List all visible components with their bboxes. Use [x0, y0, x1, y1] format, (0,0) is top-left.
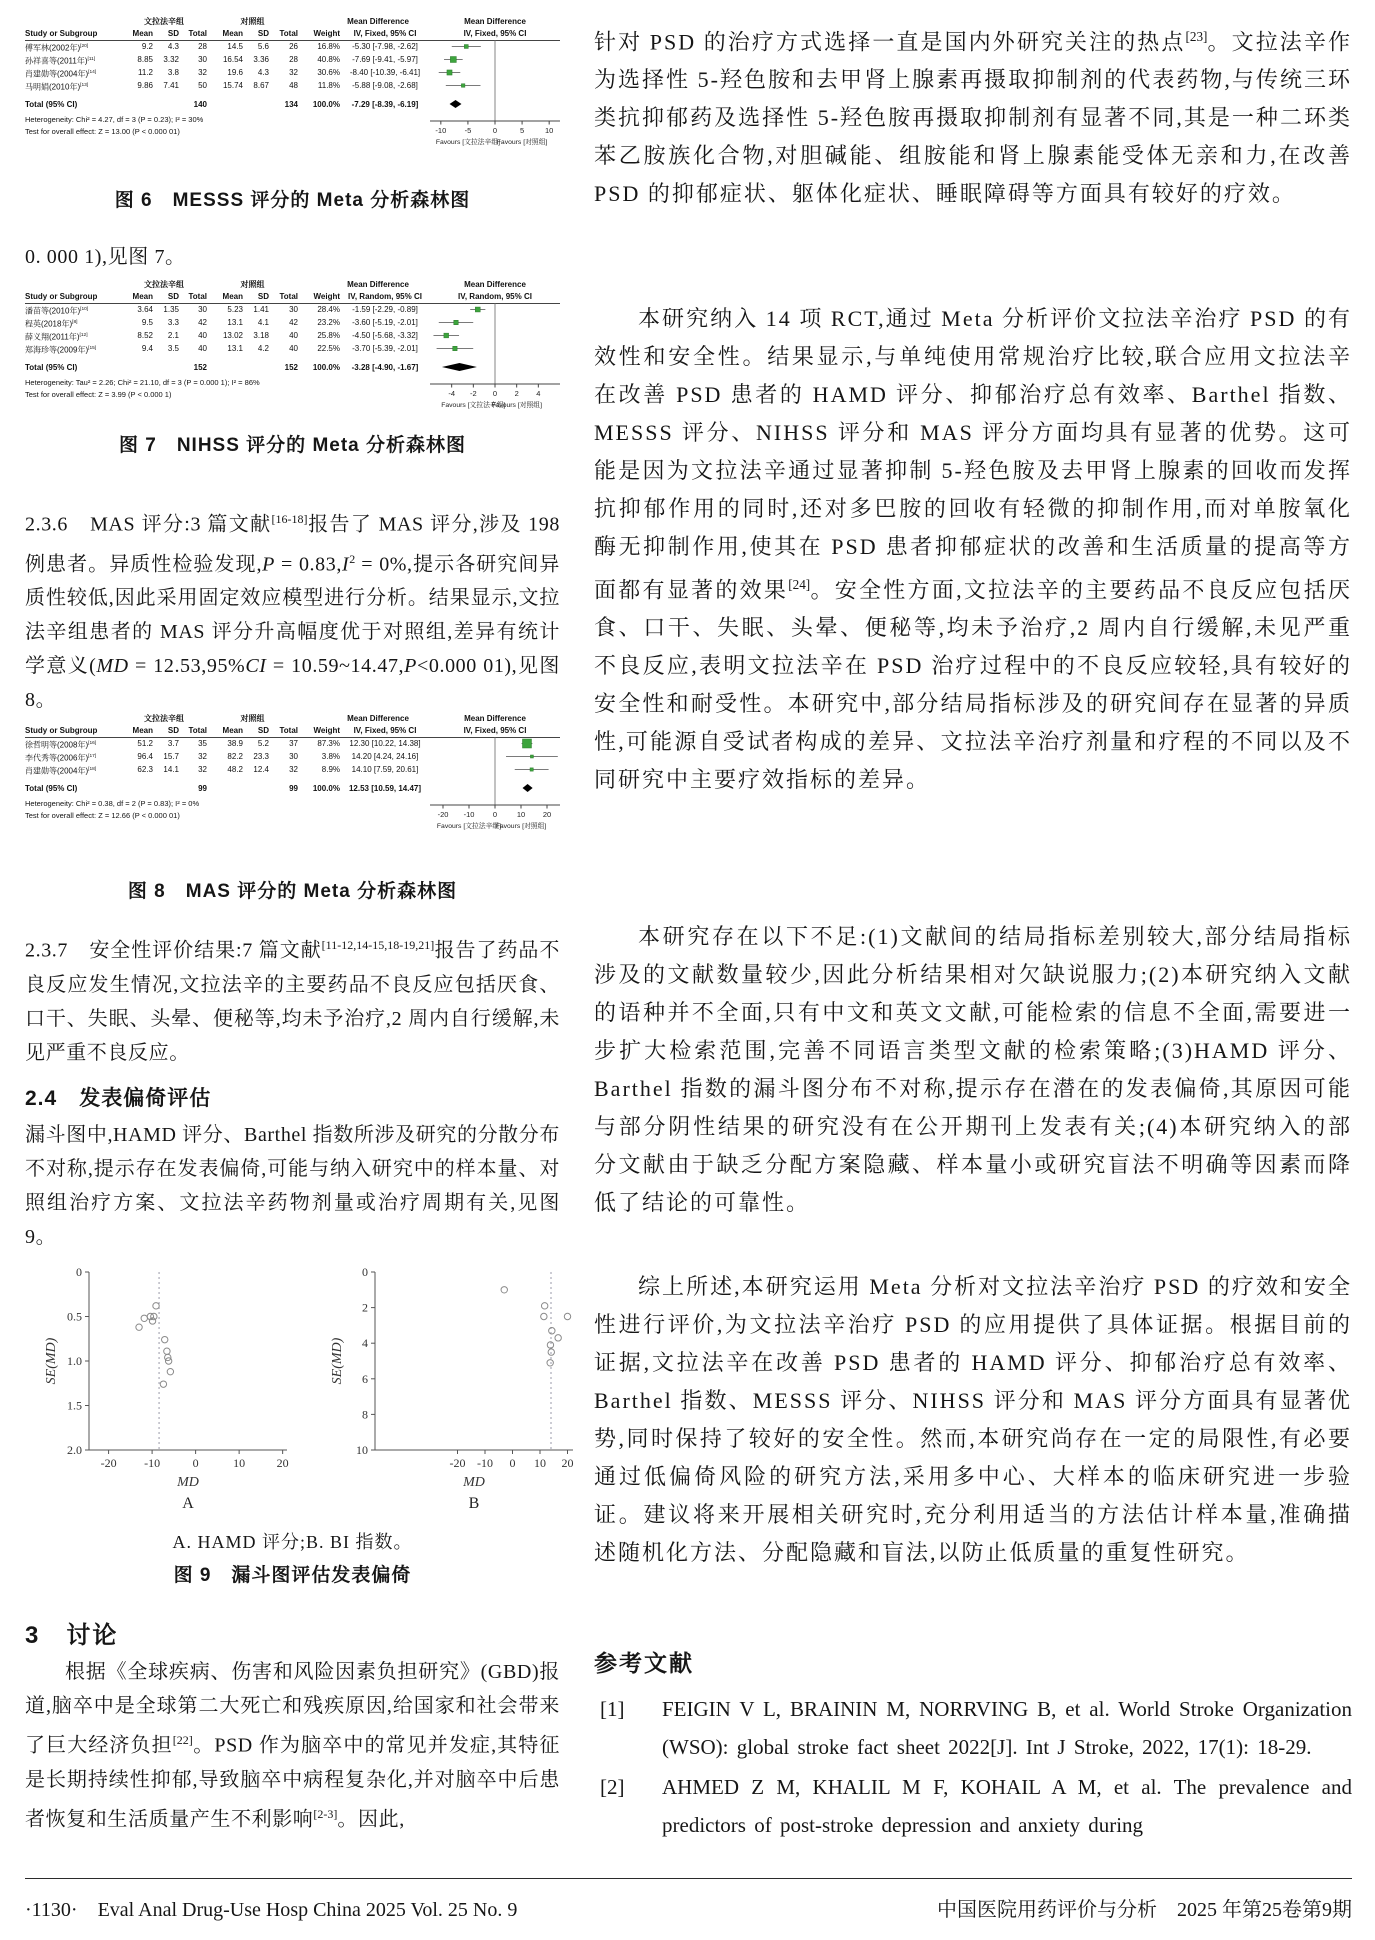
effect-square	[461, 84, 465, 88]
forest-cell: 99	[198, 784, 207, 793]
funnel-panel-a	[37, 1262, 299, 1519]
forest-cell: 140	[193, 100, 207, 109]
forest-cell: 肖建勋等(2004年)[18]	[25, 766, 97, 776]
forest-cell: 19.6	[227, 68, 243, 77]
forest-cell: 12.53 [10.59, 14.47]	[348, 784, 422, 793]
forest-cell: 37	[289, 739, 298, 748]
forest-cell: 对照组	[240, 280, 265, 289]
forest-cell: -3.70 [-5.39, -2.01]	[352, 344, 418, 353]
forest-cell: 傅军林(2002年)[20]	[25, 43, 89, 53]
forest-cell: 9.2	[141, 42, 153, 51]
forest-cell: Weight	[313, 29, 340, 38]
svg-text:8: 8	[362, 1407, 368, 1422]
forest-cell: 11.2	[138, 68, 153, 77]
forest-cell: Study or Subgroup	[25, 726, 98, 735]
forest-cell: 孙祥喜等(2011年)[11]	[25, 56, 96, 66]
forest-cell: IV, Random, 95% CI	[348, 292, 422, 301]
svg-text:0.5: 0.5	[67, 1309, 82, 1324]
forest-cell: 3.8	[167, 68, 179, 77]
forest-cell: 文拉法辛组	[144, 714, 184, 723]
svg-text:10: 10	[534, 1456, 546, 1470]
forest-cell: 薛义翔(2011年)[12]	[25, 332, 88, 342]
forest-cell: 12.4	[253, 765, 269, 774]
forest-cell: Heterogeneity: Tau² = 2.26; Chi² = 21.10, df = 3 (P = 0.000 1); I² = 86%	[25, 378, 260, 387]
fig7-caption: 图 7 NIHSS 评分的 Meta 分析森林图	[118, 435, 467, 456]
svg-text:-10: -10	[144, 1456, 161, 1470]
funnel-plot-a	[37, 1262, 299, 1514]
forest-cell: Heterogeneity: Chi² = 4.27, df = 3 (P = 0.23); I² = 30%	[25, 115, 204, 124]
reference-number: [2]	[600, 1775, 625, 1799]
forest-cell: 152	[284, 363, 298, 372]
reference-number: [1]	[600, 1697, 625, 1721]
forest-cell: -3.60 [-5.19, -2.01]	[352, 318, 418, 327]
forest-cell: Study or Subgroup	[25, 29, 98, 38]
forest-cell: 潘苗等(2010年)[10]	[25, 306, 89, 316]
footer-journal-en: ·1130· Eval Anal Drug-Use Hosp China 2025 Vol. 25 No. 9	[25, 1899, 518, 1921]
reference-text: AHMED Z M, KHALIL M F, KOHAIL A M, et al. The prevalence and predictors of post-stroke depression and anxiety during	[662, 1775, 1352, 1837]
forest-cell: 3.7	[167, 739, 179, 748]
svg-text:0: 0	[362, 1265, 368, 1279]
forest-cell: 13.02	[222, 331, 243, 340]
total-diamond	[442, 363, 477, 371]
forest-cell: SD	[167, 29, 179, 38]
favours-left-label: Favours [文拉法辛组]	[435, 139, 501, 146]
funnel-plot-b	[323, 1262, 585, 1514]
svg-text:6: 6	[362, 1371, 368, 1386]
forest-cell: 13.1	[227, 344, 243, 353]
svg-text:20: 20	[561, 1456, 574, 1470]
forest-cell: 100.0%	[312, 784, 340, 793]
forest-cell: 3.8%	[321, 752, 340, 761]
forest-cell: 28.4%	[317, 305, 340, 314]
forest-cell: 28	[198, 42, 207, 51]
svg-text:-4: -4	[448, 389, 456, 398]
forest-cell: Mean Difference	[464, 280, 526, 289]
svg-text:0: 0	[492, 810, 498, 819]
forest-cell: Total (95% CI)	[25, 363, 78, 372]
forest-cell: 16.8%	[317, 42, 340, 51]
forest-cell: IV, Fixed, 95% CI	[463, 726, 527, 735]
study-point	[164, 1348, 170, 1354]
forest-cell: 5.6	[257, 42, 269, 51]
y-axis-label: SE(MD)	[330, 1337, 345, 1385]
svg-text:-10: -10	[435, 126, 447, 135]
paragraph-continuation: 0. 000 1),见图 7。	[25, 246, 186, 268]
forest-cell: -5.88 [-9.08, -2.68]	[352, 81, 418, 90]
total-diamond	[450, 100, 462, 108]
svg-text:1.0: 1.0	[67, 1354, 82, 1368]
references-heading: 参考文献	[594, 1650, 694, 1676]
forest-cell: 8.67	[253, 81, 269, 90]
section-2-4-heading: 2.4 发表偏倚评估	[25, 1087, 212, 1110]
forest-cell: 对照组	[240, 714, 265, 723]
forest-cell: Weight	[313, 726, 340, 735]
forest-cell: Mean	[222, 292, 243, 301]
forest-cell: IV, Random, 95% CI	[458, 292, 532, 301]
forest-cell: 42	[198, 318, 207, 327]
study-point	[541, 1313, 547, 1319]
forest-cell: 徐哲明等(2008年)[16]	[25, 740, 97, 750]
svg-text:1.5: 1.5	[67, 1398, 82, 1413]
study-point	[162, 1336, 168, 1342]
x-axis-label: MD	[463, 1475, 485, 1490]
section-2-3-6-paragraph: 2.3.6 MAS 评分:3 篇文献[16-18]报告了 MAS 评分,涉及 198 例患者。异质性检验发现$,P = 0.83,I^2 = 0\%$,提示各研究间异质性较低,因此采用固定效应模型进行分析。结果显示,文拉法辛组患者的 MAS 评分升高幅度优于对照组,差异有统计学意义(MD = 12.53,95%CI = 10.59~14.47,P<0.000 01),见图 8。	[25, 512, 561, 712]
effect-square	[454, 320, 458, 324]
forest-cell: 32	[198, 765, 207, 774]
forest-cell: Mean	[132, 292, 153, 301]
x-axis-label: MD	[177, 1475, 199, 1490]
fig9-subcaption: A. HAMD 评分;B. BI 指数。	[172, 1532, 413, 1552]
study-point	[564, 1313, 570, 1319]
forest-cell: -1.59 [-2.29, -0.89]	[352, 305, 418, 314]
forest-cell: 32	[198, 68, 207, 77]
study-point	[549, 1328, 555, 1334]
forest-cell: 5.23	[227, 305, 243, 314]
forest-cell: 对照组	[240, 17, 265, 26]
forest-cell: SD	[257, 29, 269, 38]
forest-cell: -7.69 [-9.41, -5.97]	[352, 55, 418, 64]
forest-cell: Mean	[222, 29, 243, 38]
limitations-paragraph: 本研究存在以下不足:(1)文献间的结局指标差别较大,部分结局指标涉及的文献数量较少,因此分析结果相对欠缺说服力;(2)本研究纳入文献的语种并不全面,只有中文和英文文献,可能检索的信息不全面,需要进一步扩大检索范围,完善不同语言类型文献的检索策略;(3)HAMD 评分、Barthel 指数的漏斗图分布不对称,提示存在潜在的发表偏倚,其原因可能与部分阴性结果的研究没有在公开期刊上发表有关;(4)本研究纳入的部分文献由于缺乏分配方案隐藏、样本量小或研究盲法不明确等因素而降低了结论的可靠性。	[594, 924, 1352, 1215]
svg-text:-20: -20	[437, 810, 449, 819]
forest-cell: 3.3	[167, 318, 179, 327]
svg-text:10: 10	[544, 126, 554, 135]
forest-cell: Study or Subgroup	[25, 292, 98, 301]
svg-text:4: 4	[536, 389, 541, 398]
fig6-caption: 图 6 MESSS 评分的 Meta 分析森林图	[114, 190, 471, 211]
section-2-4-paragraph: 漏斗图中,HAMD 评分、Barthel 指数所涉及研究的分散分布不对称,提示存在发表偏倚,可能与纳入研究中的样本量、对照组治疗方案、文拉法辛药物剂量或治疗周期有关,见图 9。	[25, 1124, 560, 1248]
forest-cell: 82.2	[227, 752, 243, 761]
forest-cell: 30	[289, 305, 298, 314]
funnel-plots-figure	[25, 1262, 574, 1514]
forest-plot-graphic	[25, 712, 560, 837]
conclusion-paragraph: 综上所述,本研究运用 Meta 分析对文拉法辛治疗 PSD 的疗效和安全性进行评价,为文拉法辛治疗 PSD 的应用提供了具体证据。根据目前的证据,文拉法辛在改善 PSD 患者的 HAMD 评分、抑郁治疗总有效率、Barthel 指数、MESSS 评分、NIHSS 评分和 MAS 评分方面具有显著优势,同时保持了较好的安全性。然而,本研究尚存在一定的局限性,有必要通过低偏倚风险的研究方法,采用多中心、大样本的临床研究进一步验证。建议将来开展相关研究时,充分利用适当的方法估计样本量,准确描述随机化方法、分配隐藏和盲法,以防止低质量的重复性研究。	[594, 1274, 1352, 1565]
favours-right-label: Favours [对照组]	[491, 402, 542, 409]
forest-cell: 40	[198, 331, 207, 340]
forest-cell: 5.2	[257, 739, 269, 748]
forest-cell: SD	[167, 726, 179, 735]
forest-cell: Test for overall effect: Z = 12.66 (P < 0.000 01)	[25, 811, 180, 820]
forest-cell: 15.74	[222, 81, 243, 90]
forest-cell: 32	[198, 752, 207, 761]
favours-right-label: Favours [对照组]	[495, 823, 547, 830]
forest-cell: Mean Difference	[464, 714, 526, 723]
forest-cell: 32	[289, 68, 298, 77]
study-point	[501, 1287, 507, 1293]
svg-text:0: 0	[509, 1456, 516, 1470]
svg-text:-5: -5	[464, 126, 472, 135]
forest-cell: 87.3%	[317, 739, 340, 748]
funnel-panel-b	[323, 1262, 585, 1519]
forest-cell: 50	[198, 81, 207, 90]
study-point	[541, 1303, 547, 1309]
forest-cell: 38.9	[227, 739, 243, 748]
forest-cell: 8.52	[137, 331, 153, 340]
forest-cell: 4.3	[257, 68, 269, 77]
forest-cell: 8.9%	[321, 765, 340, 774]
study-point	[160, 1381, 166, 1387]
svg-text:0: 0	[76, 1265, 82, 1279]
svg-text:-2: -2	[469, 389, 477, 398]
forest-cell: IV, Fixed, 95% CI	[353, 726, 417, 735]
forest-cell: 郑海珍等(2009年)[15]	[25, 345, 97, 355]
forest-cell: 12.30 [10.22, 14.38]	[349, 739, 421, 748]
study-point	[555, 1335, 561, 1341]
forest-cell: 96.4	[137, 752, 153, 761]
forest-cell: 1.41	[253, 305, 269, 314]
forest-cell: 42	[289, 318, 298, 327]
forest-cell: 40	[198, 344, 207, 353]
forest-cell: -3.28 [-4.90, -1.67]	[351, 363, 419, 372]
forest-plot-graphic	[25, 278, 560, 416]
forest-cell: Mean Difference	[347, 17, 409, 26]
section-2-3-7-paragraph: 2.3.7 安全性评价结果:7 篇文献[11-12,14-15,18-19,21]报告了药品不良反应发生情况,文拉法辛的主要药品不良反应包括厌食、口干、失眠、头晕、便秘等,均未予治疗,2 周内自行缓解,未见严重不良反应。	[25, 938, 560, 1064]
forest-cell: 3.64	[137, 305, 153, 314]
forest-cell: Heterogeneity: Chi² = 0.38, df = 2 (P = 0.83); I² = 0%	[25, 799, 200, 808]
effect-square	[453, 346, 457, 350]
reference-item	[594, 1690, 1352, 1766]
forest-cell: Total (95% CI)	[25, 100, 78, 109]
effect-square	[530, 768, 533, 771]
forest-cell: Total	[279, 29, 298, 38]
forest-cell: 13.1	[227, 318, 243, 327]
forest-cell: 99	[289, 784, 298, 793]
effect-square	[450, 57, 456, 63]
reference-item	[594, 1768, 1352, 1844]
forest-plot-nihss	[25, 278, 560, 416]
forest-cell: Total (95% CI)	[25, 784, 78, 793]
svg-text:0: 0	[192, 1456, 199, 1470]
forest-cell: IV, Fixed, 95% CI	[463, 29, 527, 38]
forest-cell: Mean Difference	[464, 17, 526, 26]
reference-text: FEIGIN V L, BRAININ M, NORRVING B, et al. World Stroke Organization (WSO): global stroke fact sheet 2022[J]. Int J Stroke, 2022, 17(1): 18-29.	[662, 1697, 1352, 1759]
svg-text:0: 0	[492, 389, 498, 398]
forest-cell: 23.3	[253, 752, 269, 761]
forest-cell: 26	[289, 42, 298, 51]
forest-cell: SD	[257, 292, 269, 301]
forest-cell: Mean Difference	[347, 714, 409, 723]
effect-square	[447, 70, 452, 75]
svg-text:-10: -10	[477, 1456, 493, 1470]
effect-square	[530, 755, 533, 758]
forest-cell: -4.50 [-5.68, -3.32]	[352, 331, 418, 340]
forest-cell: 62.3	[137, 765, 153, 774]
forest-cell: 134	[284, 100, 298, 109]
forest-cell: 14.20 [4.24, 24.16]	[351, 752, 419, 761]
forest-cell: 100.0%	[312, 100, 340, 109]
panel-letter: A	[182, 1495, 194, 1512]
forest-cell: 2.1	[167, 331, 179, 340]
forest-cell: 28	[289, 55, 298, 64]
forest-cell: 30	[198, 305, 207, 314]
forest-cell: -5.30 [-7.98, -2.62]	[352, 42, 418, 51]
forest-cell: Total	[188, 29, 207, 38]
section-3-heading: 3 讨论	[25, 1622, 119, 1649]
svg-text:10: 10	[516, 810, 526, 819]
forest-cell: Total	[279, 292, 298, 301]
y-axis-label: SE(MD)	[44, 1337, 59, 1385]
forest-cell: IV, Fixed, 95% CI	[353, 29, 417, 38]
forest-cell: Test for overall effect: Z = 3.99 (P < 0.000 1)	[25, 390, 172, 399]
left-column	[25, 0, 574, 1940]
svg-text:10: 10	[356, 1443, 368, 1457]
forest-cell: 文拉法辛组	[144, 280, 184, 289]
forest-cell: 14.1	[163, 765, 179, 774]
svg-text:2: 2	[362, 1300, 368, 1315]
forest-plot-graphic	[25, 15, 560, 153]
study-point	[141, 1315, 147, 1321]
forest-cell: 51.2	[137, 739, 153, 748]
effect-square	[464, 45, 468, 49]
forest-cell: 22.5%	[317, 344, 340, 353]
svg-text:0: 0	[492, 126, 498, 135]
forest-cell: 32	[289, 765, 298, 774]
study-point	[547, 1342, 553, 1348]
forest-cell: 48.2	[227, 765, 243, 774]
forest-cell: Total	[279, 726, 298, 735]
svg-text:10: 10	[233, 1456, 246, 1470]
forest-cell: 1.35	[163, 305, 179, 314]
footer-rule	[25, 1878, 1352, 1879]
svg-text:2.0: 2.0	[67, 1443, 82, 1457]
forest-cell: 40	[289, 344, 298, 353]
forest-cell: Mean	[132, 726, 153, 735]
forest-cell: 30	[198, 55, 207, 64]
forest-cell: Test for overall effect: Z = 13.00 (P < 0.000 01)	[25, 127, 180, 136]
forest-cell: 4.1	[257, 318, 269, 327]
references-list	[594, 1690, 1352, 1846]
effect-square	[444, 333, 449, 338]
forest-cell: 7.41	[163, 81, 179, 90]
forest-cell: 15.7	[163, 752, 179, 761]
forest-cell: -8.40 [-10.39, -6.41]	[349, 68, 421, 77]
forest-cell: 4.3	[167, 42, 179, 51]
forest-cell: 40	[289, 331, 298, 340]
forest-cell: 程英(2018年)[8]	[25, 319, 78, 329]
forest-cell: 14.10 [7.59, 20.61]	[351, 765, 419, 774]
forest-cell: 11.8%	[317, 81, 340, 90]
forest-cell: 李代秀等(2006年)[17]	[25, 753, 97, 763]
favours-left-label: Favours [文拉法辛组]	[436, 823, 502, 830]
svg-text:-10: -10	[463, 810, 475, 819]
forest-plot-messs	[25, 15, 560, 153]
forest-cell: 肖建勋等(2004年)[14]	[25, 69, 97, 79]
effect-square	[475, 307, 480, 312]
forest-cell: 14.5	[227, 42, 243, 51]
forest-cell: 35	[198, 739, 207, 748]
forest-cell: 30	[289, 752, 298, 761]
discussion-continuation-paragraph: 针对 PSD 的治疗方式选择一直是国内外研究关注的热点[23]。文拉法辛作为选择性 5-羟色胺和去甲肾上腺素再摄取抑制剂的代表药物,与传统三环类抗抑郁药及选择性 5-羟色胺再摄取抑制剂有显著不同,其是一种二环类苯乙胺族化合物,对胆碱能、组胺能和肾上腺素能受体无亲和力,在改善 PSD 的抑郁症状、躯体化症状、睡眠障碍等方面具有较好的疗效。	[594, 29, 1352, 207]
forest-cell: Mean	[222, 726, 243, 735]
svg-text:5: 5	[519, 126, 525, 135]
forest-cell: 152	[193, 363, 207, 372]
svg-text:20: 20	[542, 810, 552, 819]
svg-text:-20: -20	[100, 1456, 117, 1470]
forest-cell: 4.2	[257, 344, 269, 353]
study-point	[136, 1324, 142, 1330]
forest-cell: 100.0%	[312, 363, 340, 372]
discussion-paragraph: 根据《全球疾病、伤害和风险因素负担研究》(GBD)报道,脑卒中是全球第二大死亡和残疾原因,给国家和社会带来了巨大经济负担[22]。PSD 作为脑卒中的常见并发症,其特征是长期持续性抑郁,导致脑卒中病程复杂化,并对脑卒中后患者恢复和生活质量产生不利影响[2-3]。因此,	[25, 1661, 560, 1831]
forest-plot-mas	[25, 712, 560, 837]
favours-right-label: Favours [对照组]	[496, 139, 548, 146]
forest-cell: SD	[257, 726, 269, 735]
favours-left-label: Favours [文拉法辛组]	[441, 402, 506, 409]
results-summary-paragraph: 本研究纳入 14 项 RCT,通过 Meta 分析评价文拉法辛治疗 PSD 的有效性和安全性。结果显示,与单纯使用常规治疗比较,联合应用文拉法辛在改善 PSD 患者的 HAMD 评分、抑郁治疗总有效率、Barthel 指数、MESSS 评分、NIHSS 评分和 MAS 评分方面均具有显著的优势。这可能是因为文拉法辛通过显著抑制 5-羟色胺及去甲肾上腺素的回收而发挥抗抑郁作用的同时,还对多巴胺的回收有轻微的抑制作用,而对单胺氧化酶无抑制作用,使其在 PSD 患者抑郁症状的改善和生活质量的提高等方面都有显著的效果[24]。安全性方面,文拉法辛的主要药品不良反应包括厌食、口干、失眠、头晕、便秘等,均未予治疗,2 周内自行缓解,未见严重不良反应,表明文拉法辛在 PSD 治疗过程中的不良反应较轻,具有较好的安全性和耐受性。本研究中,部分结局指标涉及的研究间存在显著的异质性,可能源自受试者构成的差异、文拉法辛治疗剂量和疗程的不同以及不同研究中主要疗效指标的差异。	[594, 306, 1352, 793]
forest-cell: 40.8%	[317, 55, 340, 64]
forest-cell: 3.32	[163, 55, 179, 64]
forest-cell: Mean	[132, 29, 153, 38]
forest-cell: Total	[188, 726, 207, 735]
effect-square	[522, 739, 531, 748]
study-point	[153, 1303, 159, 1309]
forest-cell: 3.36	[253, 55, 269, 64]
svg-text:20: 20	[276, 1456, 289, 1470]
forest-cell: Mean Difference	[347, 280, 409, 289]
forest-cell: 25.8%	[317, 331, 340, 340]
svg-text:-20: -20	[449, 1456, 466, 1470]
forest-cell: SD	[167, 292, 179, 301]
study-point	[547, 1360, 553, 1366]
svg-text:2: 2	[514, 389, 519, 398]
study-point	[167, 1368, 173, 1374]
forest-cell: Weight	[313, 292, 340, 301]
forest-cell: 3.18	[253, 331, 269, 340]
forest-cell: 文拉法辛组	[144, 17, 184, 26]
forest-cell: -7.29 [-8.39, -6.19]	[351, 100, 419, 109]
forest-cell: 8.85	[137, 55, 153, 64]
forest-cell: 30.6%	[317, 68, 340, 77]
forest-cell: 9.5	[141, 318, 153, 327]
forest-cell: 马明娟(2010年)[13]	[25, 82, 89, 92]
right-column	[594, 0, 1352, 1940]
fig8-caption: 图 8 MAS 评分的 Meta 分析森林图	[127, 881, 458, 902]
forest-cell: 9.4	[141, 344, 153, 353]
panel-letter: B	[468, 1495, 480, 1512]
forest-cell: 16.54	[222, 55, 243, 64]
total-diamond	[523, 784, 533, 792]
page-footer	[25, 1893, 1352, 1922]
forest-cell: 48	[289, 81, 298, 90]
forest-cell: 23.2%	[317, 318, 340, 327]
forest-cell: 3.5	[167, 344, 179, 353]
forest-cell: 9.86	[137, 81, 153, 90]
fig9-caption: 图 9 漏斗图评估发表偏倚	[173, 1565, 412, 1586]
svg-text:4: 4	[362, 1336, 368, 1351]
footer-journal-zh: 中国医院用药评价与分析 2025 年第25卷第9期	[937, 1899, 1352, 1921]
forest-cell: Total	[188, 292, 207, 301]
